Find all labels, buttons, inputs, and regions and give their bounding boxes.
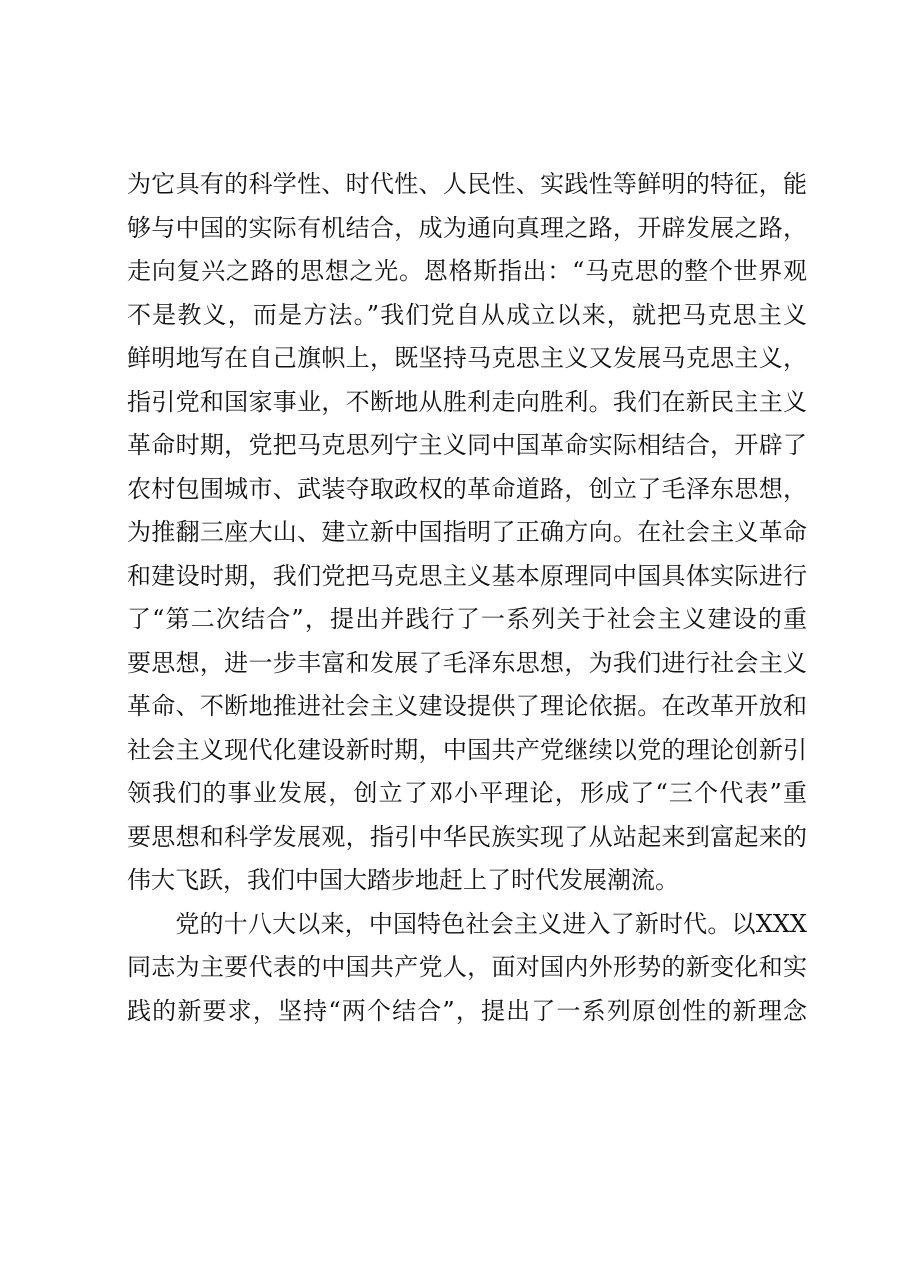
text-line: 为推翻三座大山、建立新中国指明了正确方向。在社会主义革命 <box>127 518 807 546</box>
text-line: 不是教义，而是方法。”我们党自从成立以来，就把马克思主义 <box>127 300 807 329</box>
text-line: 社会主义现代化建设新时期，中国共产党继续以党的理论创新引 <box>127 735 807 764</box>
text-line: 同志为主要代表的中国共产党人，面对国内外形势的新变化和实 <box>127 953 807 981</box>
paragraph-2 <box>127 903 807 1034</box>
text-line: 了“第二次结合”，提出并践行了一系列关于社会主义建设的重 <box>127 605 807 633</box>
text-line: 伟大飞跃，我们中国大踏步地赶上了时代发展潮流。 <box>127 866 679 894</box>
text-line: 践的新要求，坚持“两个结合”，提出了一系列原创性的新理念 <box>127 996 807 1025</box>
text-line: 为它具有的科学性、时代性、人民性、实践性等鲜明的特征，能 <box>127 170 807 198</box>
text-line: 革命时期，党把马克思列宁主义同中国革命实际相结合，开辟了 <box>127 431 807 459</box>
text-line: 走向复兴之路的思想之光。恩格斯指出：“马克思的整个世界观 <box>127 257 807 285</box>
text-line: 革命、不断地推进社会主义建设提供了理论依据。在改革开放和 <box>127 692 807 720</box>
text-line: 要思想和科学发展观，指引中华民族实现了从站起来到富起来的 <box>127 822 807 851</box>
body-text <box>127 163 807 1033</box>
text-line: 和建设时期，我们党把马克思主义基本原理同中国具体实际进行 <box>127 561 807 590</box>
text-line: 要思想，进一步丰富和发展了毛泽东思想，为我们进行社会主义 <box>127 648 807 677</box>
text-line: 鲜明地写在自己旗帜上，既坚持马克思主义又发展马克思主义， <box>127 344 807 372</box>
text-line: 农村包围城市、武装夺取政权的革命道路，创立了毛泽东思想， <box>127 474 807 503</box>
text-line: 党的十八大以来，中国特色社会主义进入了新时代。以XXX <box>127 909 807 938</box>
text-line: 够与中国的实际有机结合，成为通向真理之路，开辟发展之路， <box>127 213 807 242</box>
text-line: 指引党和国家事业，不断地从胜利走向胜利。我们在新民主主义 <box>127 387 807 416</box>
text-line: 领我们的事业发展，创立了邓小平理论，形成了“三个代表”重 <box>127 779 807 807</box>
paragraph-1 <box>127 163 807 903</box>
